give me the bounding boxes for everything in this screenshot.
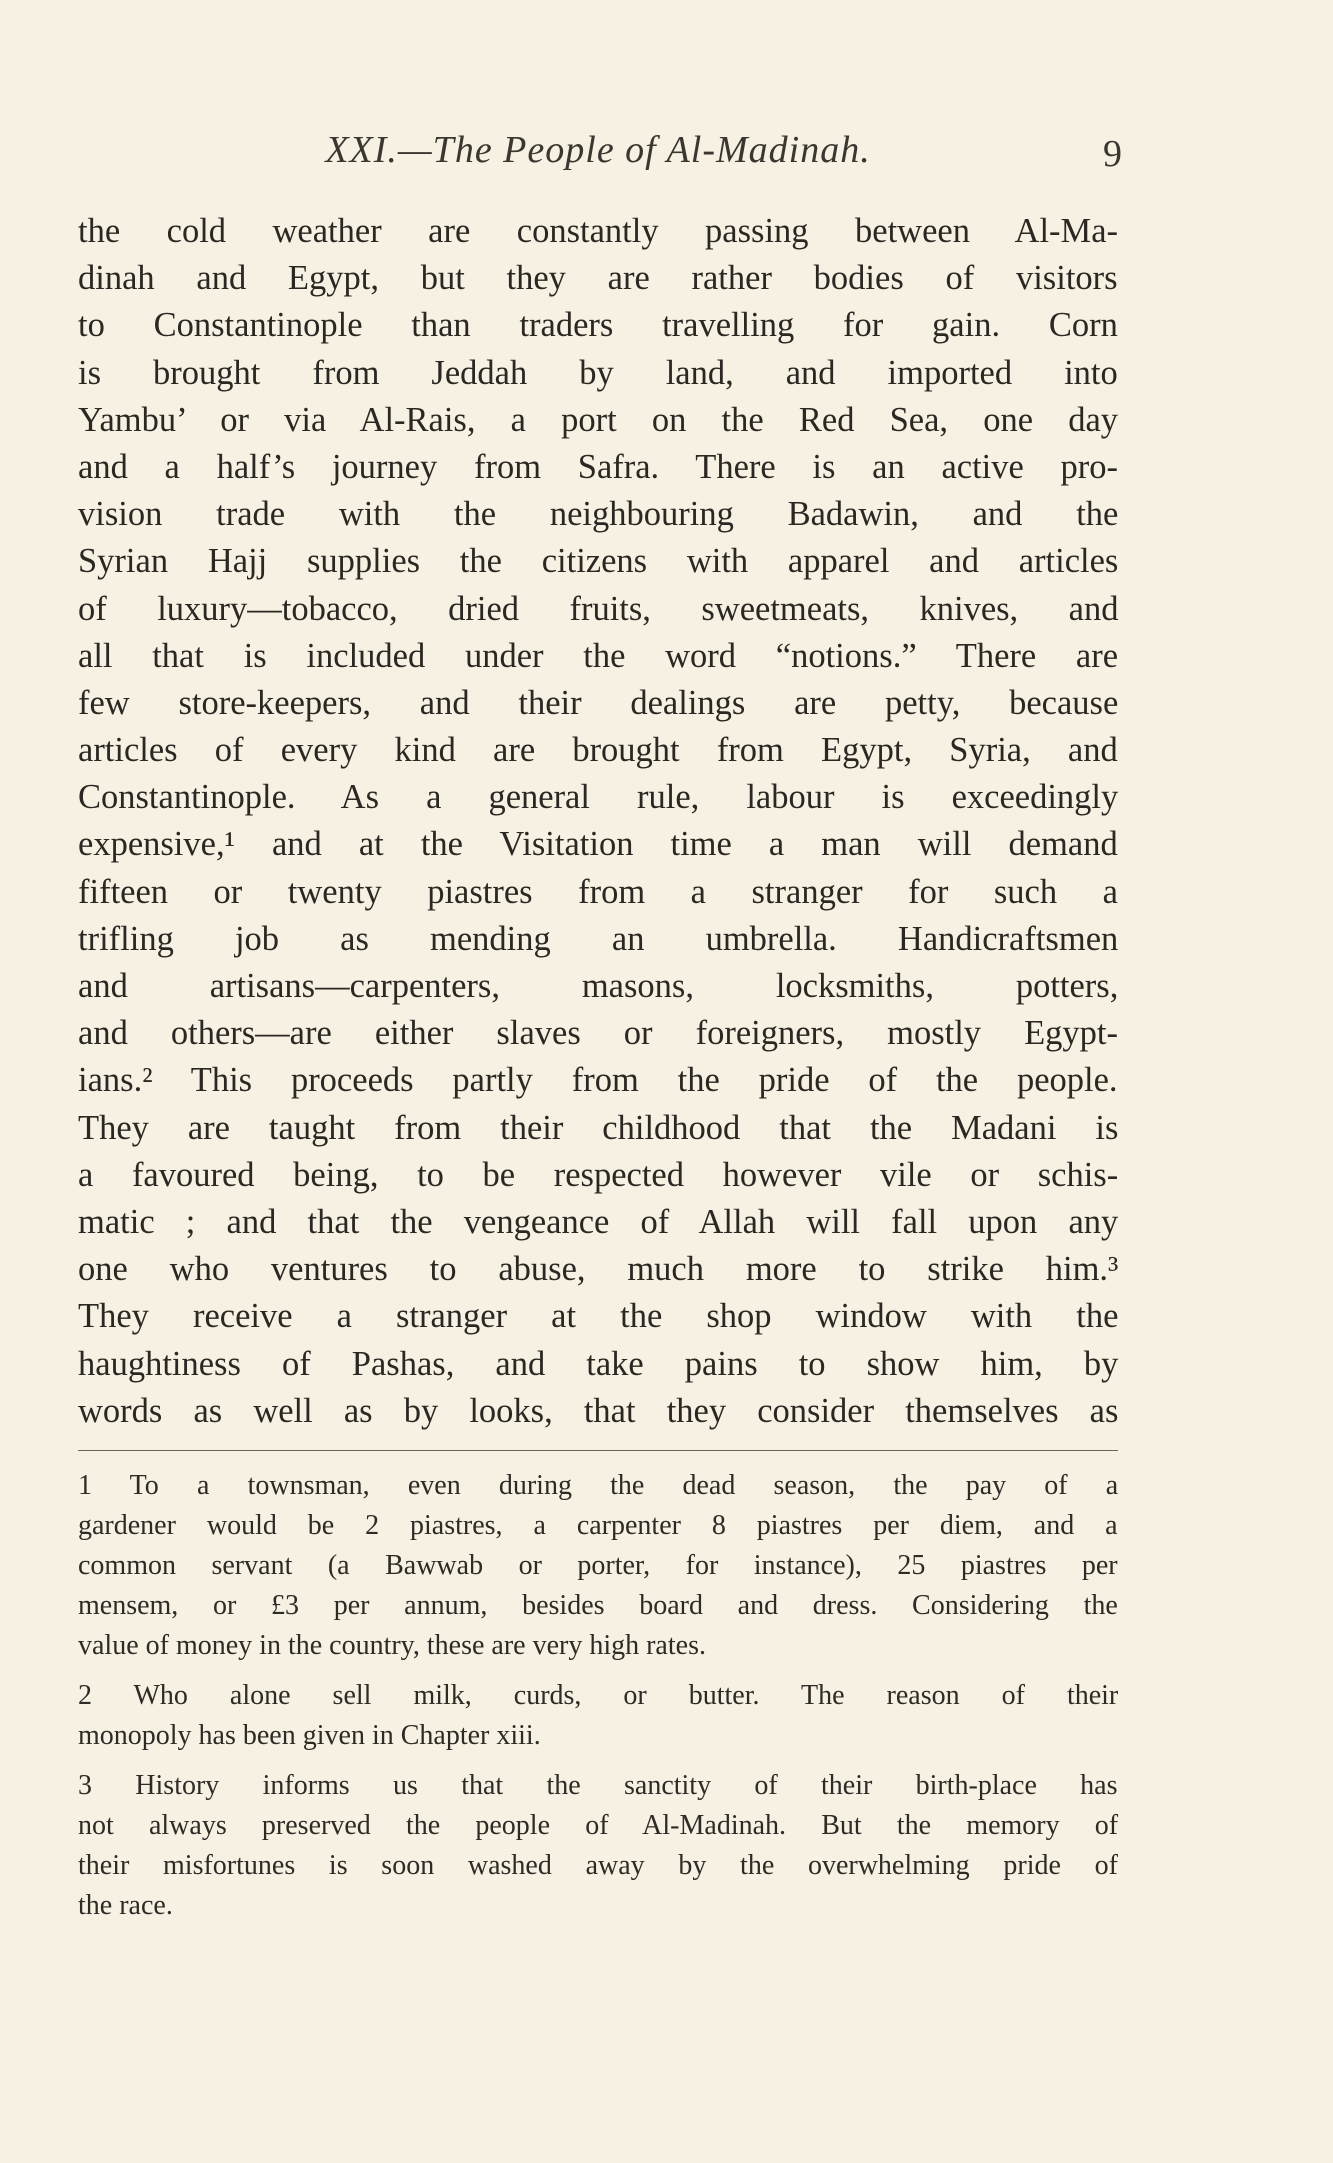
body-text [78,208,1118,1435]
body-line: a favoured being, to be respected however vile or schis- [78,1155,1119,1194]
footnote-rule [78,1450,1118,1451]
body-line: They are taught from their childhood that the Madani is [78,1108,1119,1147]
body-line: ians.² This proceeds partly from the pride of the people. [78,1061,1118,1100]
footnote-line: mensem, or £3 per annum, besides board and dress. Considering the [78,1590,1118,1621]
body-line: expensive,¹ and at the Visitation time a man will demand [78,825,1118,864]
footnote-line: not always preserved the people of Al-Madinah. But the memory of [78,1810,1119,1841]
body-line: and artisans—carpenters, masons, locksmiths, potters, [78,967,1119,1005]
body-line: is brought from Jeddah by land, and imported into [78,353,1118,392]
footnote-line: the race. [78,1890,173,1921]
body-line: Syrian Hajj supplies the citizens with apparel and articles [78,542,1119,581]
body-line: haughtiness of Pashas, and take pains to show him, by [78,1344,1119,1383]
running-title: XXI.—The People of Al-Madinah. [325,129,871,171]
footnote-line: monopoly has been given in Chapter xiii. [78,1720,541,1751]
footnote-line: 2 Who alone sell milk, curds, or butter. The reason of their [78,1680,1119,1711]
footnotes [78,1466,1118,1936]
body-line: dinah and Egypt, but they are rather bodies of visitors [78,259,1118,298]
footnote-line: common servant (a Bawwab or porter, for instance), 25 piastres per [78,1550,1118,1581]
body-line: vision trade with the neighbouring Badawin, and the [78,495,1119,534]
body-line: matic ; and that the vengeance of Allah will fall upon any [78,1202,1119,1241]
footnote-line: 1 To a townsman, even during the dead season, the pay of a [78,1470,1119,1501]
body-line: trifling job as mending an umbrella. Handicraftsmen [78,919,1119,958]
body-line: few store-keepers, and their dealings are petty, because [78,683,1119,722]
body-line: articles of every kind are brought from Egypt, Syria, and [78,731,1118,770]
footnote-line: value of money in the country, these are very high rates. [78,1630,706,1661]
body-line: one who ventures to abuse, much more to strike him.³ [78,1250,1119,1289]
footnote-3 [78,1766,1118,1926]
body-line: all that is included under the word “notions.” There are [78,636,1119,675]
body-line: and others—are either slaves or foreigners, mostly Egypt- [78,1014,1119,1053]
body-line: of luxury—tobacco, dried fruits, sweetmeats, knives, and [78,589,1119,628]
body-line: Constantinople. As a general rule, labour is exceedingly [78,778,1119,817]
footnote-2 [78,1676,1118,1756]
body-line: They receive a stranger at the shop window with the [78,1297,1119,1336]
footnote-line: 3 History informs us that the sanctity of their birth-place has [78,1770,1118,1801]
body-line: words as well as by looks, that they consider themselves as [78,1391,1119,1430]
body-line: to Constantinople than traders travelling for gain. Corn [78,306,1118,345]
body-line: the cold weather are constantly passing between Al-Ma- [78,212,1119,250]
page-number: 9 [1103,133,1122,175]
footnote-line: gardener would be 2 piastres, a carpenter 8 piastres per diem, and a [78,1510,1118,1541]
body-line: and a half’s journey from Safra. There is an active pro- [78,447,1119,486]
footnote-1 [78,1466,1118,1666]
footnote-line: their misfortunes is soon washed away by the overwhelming pride of [78,1850,1118,1881]
body-line: Yambu’ or via Al-Rais, a port on the Red Sea, one day [78,400,1119,439]
body-line: fifteen or twenty piastres from a stranger for such a [78,872,1118,911]
running-head [78,128,1122,188]
